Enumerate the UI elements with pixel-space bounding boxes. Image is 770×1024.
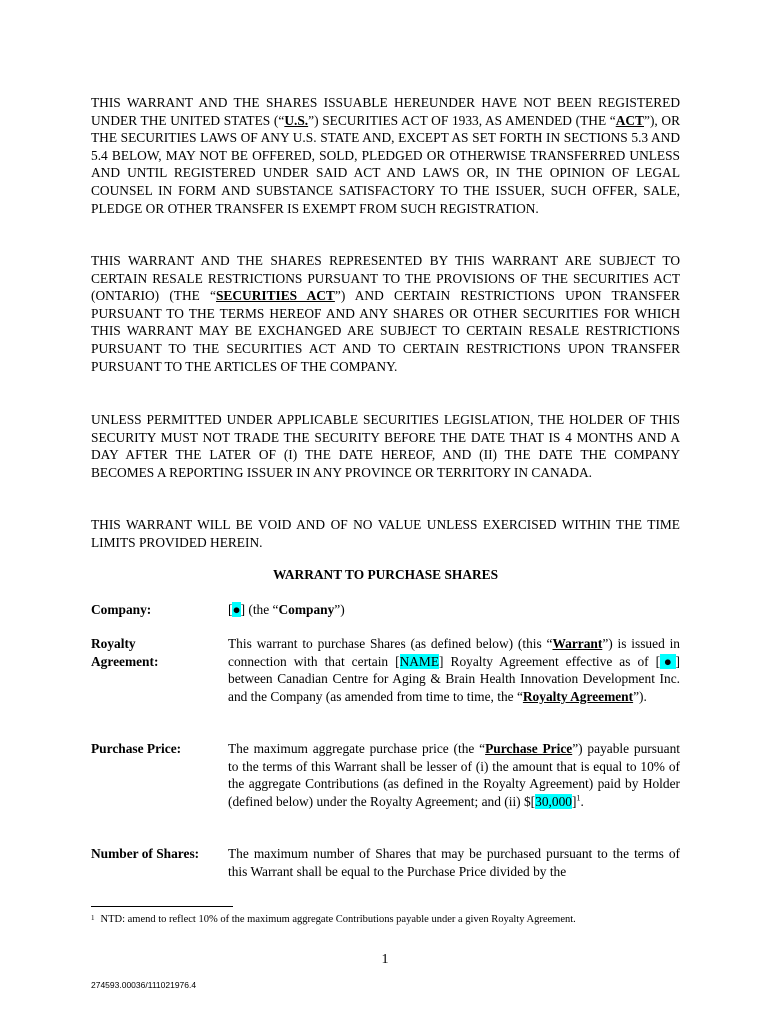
term-text: ”)	[334, 602, 345, 617]
document-id: 274593.00036/111021976.4	[91, 980, 197, 990]
footnote-number: 1	[91, 914, 95, 922]
hold-period-legend: UNLESS PERMITTED UNDER APPLICABLE SECURITIES LEGISLATION, THE HOLDER OF THIS SECURITY MUST NOT TRADE THE SECURITY BEFORE THE DATE THAT IS 4 MONTHS AND A DAY AFTER THE LATER OF (I) THE DATE HEREOF, AND (II) THE DATE THE COMPANY BECOMES A REPORTING ISSUER IN ANY PROVINCE OR TERRITORY IN CANADA.	[91, 412, 680, 480]
term-text: ] (the “	[240, 602, 279, 617]
term-label: Royalty Agreement:	[91, 636, 159, 669]
term-text: ] between Canadian Centre for Aging & Brain Health Innovation Development Inc. and the Company (as amended from time to time, the “	[228, 653, 680, 704]
defined-term: Purchase Price	[485, 741, 573, 756]
footnote-text: NTD: amend to reflect 10% of the maximum aggregate Contributions payable under a given Royalty Agreement.	[100, 914, 576, 925]
placeholder-highlight: ●	[660, 653, 676, 669]
footnote-divider	[91, 906, 233, 907]
defined-term: Warrant	[552, 636, 603, 651]
term-text: ”) is issued in connection with that certain [	[228, 636, 680, 669]
term-label: Purchase Price:	[91, 741, 182, 756]
term-body: The maximum number of Shares that may be purchased pursuant to the terms of this Warrant shall be equal to the Purchase Price divided by the	[228, 846, 680, 879]
footnote	[91, 914, 576, 925]
placeholder-highlight: 30,000	[535, 793, 572, 809]
legend-text: ”), OR THE SECURITIES LAWS OF ANY U.S. STATE AND, EXCEPT AS SET FORTH IN SECTIONS 5.3 AND 5.4 BELOW, MAY NOT BE OFFERED, SOLD, PLEDGED OR OTHERWISE TRANSFERRED UNLESS AND UNTIL REGISTERED UNDER SAID ACT AND LAWS OR, IN THE OPINION OF LEGAL COUNSEL IN FORM AND SUBSTANCE SATISFACTORY TO THE ISSUER, SUCH OFFER, SALE, PLEDGE OR OTHER TRANSFER IS EXEMPT FROM SUCH REGISTRATION.	[91, 112, 681, 216]
legend-text: ”) AND CERTAIN RESTRICTIONS UPON TRANSFER PURSUANT TO THE TERMS HEREOF AND ANY SHARES OR OTHER SECURITIES FOR WHICH THIS WARRANT MAY BE EXCHANGED ARE SUBJECT TO CERTAIN RESALE RESTRICTIONS PURSUANT TO THE SECURITIES ACT AND TO CERTAIN RESTRICTIONS UPON TRANSFER PURSUANT TO THE ARTICLES OF THE COMPANY.	[91, 288, 680, 374]
legend-text: THIS WARRANT AND THE SHARES ISSUABLE HEREUNDER HAVE NOT BEEN REGISTERED UNDER THE UNITED STATES (“	[91, 95, 680, 128]
term-text: The maximum aggregate purchase price (the “	[228, 741, 486, 756]
term-text: ] Royalty Agreement effective as of [	[439, 653, 661, 669]
void-legend: THIS WARRANT WILL BE VOID AND OF NO VALUE UNLESS EXERCISED WITHIN THE TIME LIMITS PROVIDED HEREIN.	[91, 517, 680, 550]
term-label: Company:	[91, 602, 152, 617]
legend-text: THIS WARRANT AND THE SHARES REPRESENTED BY THIS WARRANT ARE SUBJECT TO CERTAIN RESALE RESTRICTIONS PURSUANT TO THE PROVISIONS OF THE SECURITIES ACT (ONTARIO) (THE “	[91, 253, 680, 304]
defined-term-us: U.S.	[284, 112, 309, 128]
term-body	[228, 635, 680, 705]
page-number: 1	[381, 952, 389, 967]
bracket: [	[228, 602, 233, 617]
defined-term-act: ACT	[615, 112, 644, 128]
term-text: ”).	[633, 688, 647, 704]
term-text: This warrant to purchase Shares (as defined below) (this “	[228, 636, 553, 651]
defined-term-securities-act: SECURITIES ACT	[215, 288, 335, 304]
term-text: ]	[571, 793, 577, 809]
ontario-securities-legend	[91, 252, 680, 375]
placeholder-highlight: ●	[232, 602, 241, 617]
footnote-reference[interactable]: 1	[576, 793, 581, 803]
placeholder-highlight: NAME	[399, 653, 440, 669]
defined-term: Royalty Agreement	[522, 688, 634, 704]
defined-term: Company	[278, 602, 335, 617]
term-label: Number of Shares:	[91, 846, 200, 861]
us-securities-legend	[91, 94, 680, 217]
term-text: .	[580, 793, 584, 809]
term-text: ”) payable pursuant to the terms of this Warrant shall be lesser of (i) the amount that is equal to 10% of the aggregate Contributions (as defined in the Royalty Agreement) paid by Holder (defined below) under the Royalty Agreement; and (ii) $[	[228, 741, 680, 809]
term-body	[228, 740, 680, 810]
document-title: WARRANT TO PURCHASE SHARES	[272, 567, 499, 582]
term-body	[228, 601, 680, 619]
legend-text: ”) SECURITIES ACT OF 1933, AS AMENDED (THE “	[308, 112, 616, 128]
